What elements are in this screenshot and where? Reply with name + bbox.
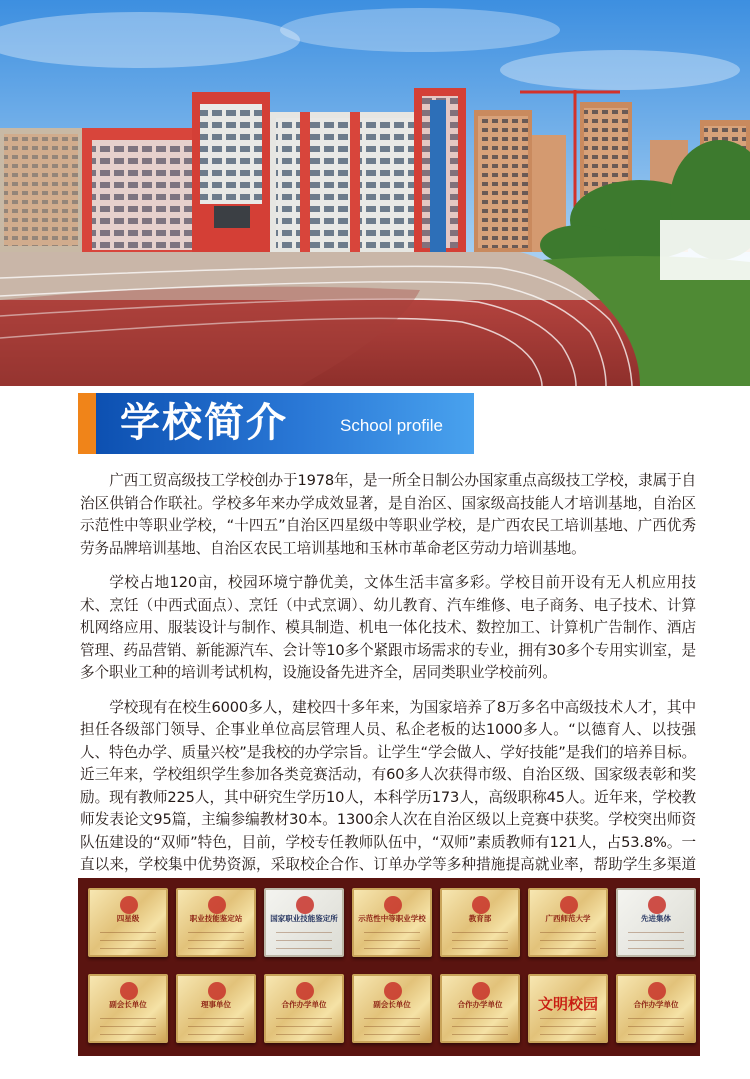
plaque-text-line <box>452 932 508 933</box>
honor-plaques <box>78 878 700 1056</box>
paragraph-campus: 学校占地120亩，校园环境宁静优美，文体生活丰富多彩。学校目前开设有无人机应用技术、烹饪（中西式面点）、烹饪（中式烹调）、幼儿教育、汽车维修、电子商务、电子技术、计算机网络应用、服装设计与制作、模具制造、机电一体化技术、数控加工、计算机广告制作、酒店管理、药品营销、新能源汽车、会计等10多个紧跟市场需求的专业，拥有30多个专用实训室，是多个职业工种的培训考试机构，设施设备先进齐全，居同类职业学校前列。 <box>80 574 696 681</box>
honor-plaque <box>440 974 520 1043</box>
campus-photo <box>0 0 750 386</box>
plaque-text-line <box>452 1034 508 1035</box>
plaque-title: 合作办学单位 <box>633 1000 679 1009</box>
plaque-title: 教育部 <box>468 914 492 923</box>
plaque-text-line <box>364 1034 420 1035</box>
plaque-text-line <box>540 948 596 949</box>
plaque-text-line <box>540 1034 596 1035</box>
plaque-title: 文明校园 <box>537 995 598 1013</box>
honor-plaque <box>528 888 608 957</box>
plaque-title: 先进集体 <box>641 914 671 923</box>
plaque-text-line <box>364 1026 420 1027</box>
section-subtitle: School profile <box>340 416 444 435</box>
plaque-text-line <box>540 932 596 933</box>
honor-plaque <box>264 888 344 957</box>
paragraph-achievements: 学校现有在校生6000多人，建校四十多年来，为国家培养了8万多名中高级技术人才，其中担任各级部门领导、企事业单位高层管理人员、私企老板的达1000多人。“以德育人、以技强人、特色办学、质量兴校”是我校的办学宗旨。让学生“学会做人、学好技能”是我们的培养目标。近三年来，学校组织学生参加各类竞赛活动，有60多人次获得市级、自治区级、国家级表彰和奖励。现有教师225人，其中研究生学历10人，本科学历173人，高级职称45人。近年来，学校教师发表论文95篇，主编参编教材30本。1300余人次在自治区级以上竞赛中获奖。学校突出师资队伍建设的“双师”特色，目前，学校专任教师队伍中，“双师”素质教师有121人，占53.8%。一直以来，学校集中优势资源，采取校企合作、订单办学等多种措施提高就业率，帮助学生多渠道 <box>80 698 696 873</box>
plaque-text-line <box>100 948 156 949</box>
plaque-text-line <box>276 948 332 949</box>
emblem-icon <box>296 896 314 914</box>
paragraph-history: 广西工贸高级技工学校创办于1978年，是一所全日制公办国家重点高级技工学校，隶属于自治区供销合作联社。学校多年来办学成效显著，是自治区、国家级高技能人才培训基地，自治区示范性中等职业学校，“十四五”自治区四星级中等职业学校，是广西农民工培训基地、广西优秀劳务品牌培训基地、自治区农民工培训基地和玉林市革命老区劳动力培训基地。 <box>80 472 696 557</box>
honor-plaque <box>264 974 344 1043</box>
plaque-text-line <box>188 932 244 933</box>
plaque-text-line <box>452 940 508 941</box>
honor-plaque <box>352 888 432 957</box>
emblem-icon <box>120 896 138 914</box>
emblem-icon <box>648 982 666 1000</box>
plaque-title: 国家职业技能鉴定所 <box>270 914 338 923</box>
plaque-text-line <box>452 1018 508 1019</box>
emblem-icon <box>384 982 402 1000</box>
honor-plaque <box>440 888 520 957</box>
plaque-text-line <box>628 1034 684 1035</box>
plaque-title: 示范性中等职业学校 <box>358 914 426 923</box>
plaque-text-line <box>364 940 420 941</box>
plaque-text-line <box>364 1018 420 1019</box>
honor-plaque <box>88 888 168 957</box>
plaque-text-line <box>452 1026 508 1027</box>
plaque-text-line <box>276 1018 332 1019</box>
emblem-icon <box>384 896 402 914</box>
plaque-text-line <box>540 940 596 941</box>
plaque-text-line <box>100 1034 156 1035</box>
plaque-text-line <box>100 932 156 933</box>
plaque-text-line <box>188 1026 244 1027</box>
emblem-icon <box>560 896 578 914</box>
plaque-text-line <box>188 1034 244 1035</box>
emblem-icon <box>472 982 490 1000</box>
plaque-title: 职业技能鉴定站 <box>189 914 243 923</box>
honor-plaque <box>88 974 168 1043</box>
plaque-text-line <box>628 940 684 941</box>
section-banner <box>78 393 474 454</box>
plaque-title: 四星级 <box>116 914 140 923</box>
plaque-text-line <box>628 932 684 933</box>
campus-illustration <box>0 0 750 386</box>
honor-plaque <box>352 974 432 1043</box>
plaque-title: 合作办学单位 <box>281 1000 327 1009</box>
plaque-title: 理事单位 <box>201 1000 231 1009</box>
profile-text <box>80 470 696 911</box>
emblem-icon <box>208 896 226 914</box>
plaque-text-line <box>100 940 156 941</box>
plaque-text-line <box>452 948 508 949</box>
plaque-text-line <box>628 1026 684 1027</box>
plaque-text-line <box>100 1026 156 1027</box>
plaque-text-line <box>276 932 332 933</box>
honor-plaque <box>616 888 696 957</box>
emblem-icon <box>120 982 138 1000</box>
plaque-title: 广西师范大学 <box>545 914 591 923</box>
plaque-title: 副会长单位 <box>373 1000 411 1009</box>
plaque-text-line <box>276 940 332 941</box>
plaque-text-line <box>188 948 244 949</box>
plaque-text-line <box>540 1026 596 1027</box>
plaque-text-line <box>276 1026 332 1027</box>
plaque-text-line <box>540 1018 596 1019</box>
honor-plaque <box>176 974 256 1043</box>
plaque-text-line <box>364 932 420 933</box>
honor-plaque <box>616 974 696 1043</box>
plaque-text-line <box>188 940 244 941</box>
emblem-icon <box>208 982 226 1000</box>
section-title: 学校简介 <box>120 400 288 446</box>
plaque-text-line <box>100 1018 156 1019</box>
plaque-text-line <box>276 1034 332 1035</box>
honor-plaque <box>176 888 256 957</box>
plaque-title: 副会长单位 <box>109 1000 147 1009</box>
emblem-icon <box>296 982 314 1000</box>
emblem-icon <box>472 896 490 914</box>
plaque-text-line <box>628 948 684 949</box>
plaque-text-line <box>188 1018 244 1019</box>
plaque-text-line <box>628 1018 684 1019</box>
honor-plaque <box>528 974 608 1043</box>
plaque-text-line <box>364 948 420 949</box>
plaque-title: 合作办学单位 <box>457 1000 503 1009</box>
banner-orange-accent <box>78 393 96 454</box>
emblem-icon <box>648 896 666 914</box>
